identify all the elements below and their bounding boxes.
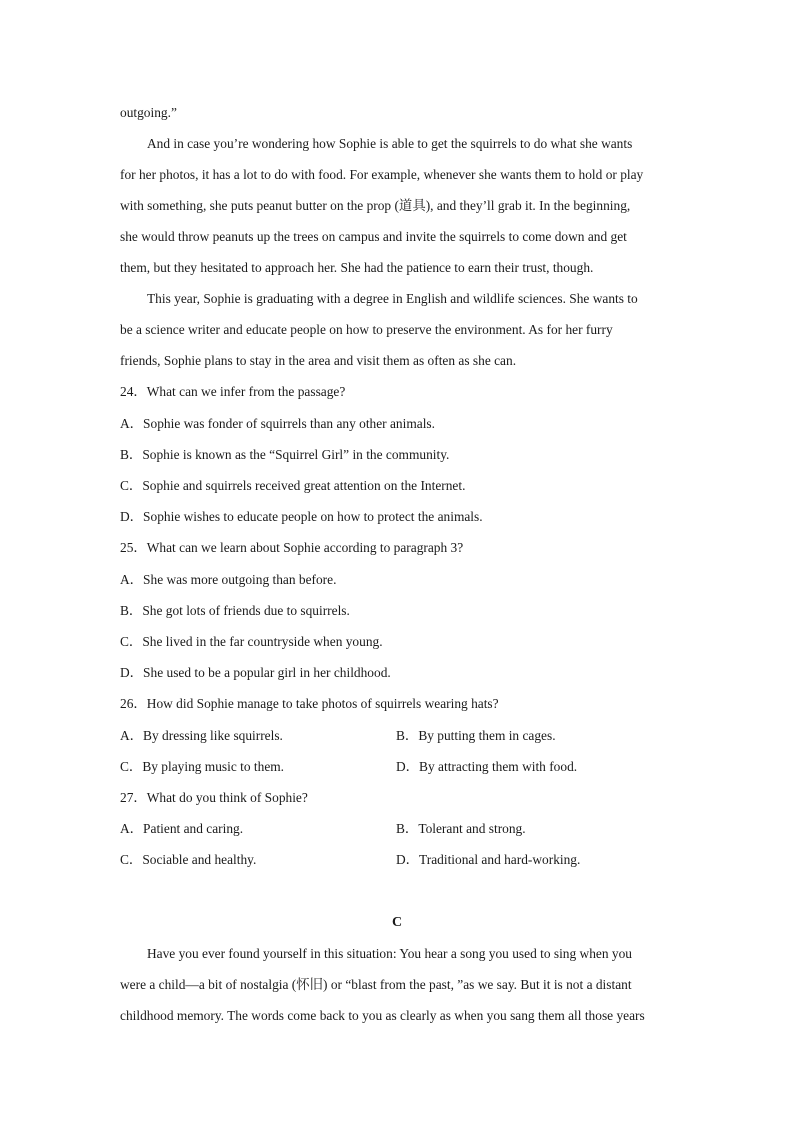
passage-line: childhood memory. The words come back to you as clearly as when you sang them all those years [120,1008,645,1023]
option-a: A．She was more outgoing than before. [120,572,337,587]
question-stem: 26．How did Sophie manage to take photos of squirrels wearing hats? [120,696,499,711]
option-d: D．She used to be a popular girl in her childhood. [120,665,391,680]
option-b: B．Tolerant and strong. [396,821,526,836]
passage-line: them, but they hesitated to approach her. She had the patience to earn their trust, though. [120,260,594,275]
option-d: D．Sophie wishes to educate people on how to protect the animals. [120,509,483,524]
option-a: A．Sophie was fonder of squirrels than any other animals. [120,416,435,431]
option-b: B．By putting them in cages. [396,728,556,743]
option-a: A．By dressing like squirrels. [120,728,283,743]
passage-line: for her photos, it has a lot to do with food. For example, whenever she wants them to hold or play [120,167,644,182]
passage-line: Have you ever found yourself in this situation: You hear a song you used to sing when you [147,946,632,961]
passage-line: be a science writer and educate people on how to preserve the environment. As for her furry [120,322,613,337]
passage-line: And in case you’re wondering how Sophie is able to get the squirrels to do what she wants [147,136,633,151]
option-c: C．By playing music to them. [120,759,285,774]
option-c: C．She lived in the far countryside when young. [120,634,383,649]
option-b: B．Sophie is known as the “Squirrel Girl” in the community. [120,447,450,462]
passage-line: This year, Sophie is graduating with a degree in English and wildlife sciences. She wants to [147,291,638,306]
question-stem: 25．What can we learn about Sophie according to paragraph 3? [120,540,464,555]
passage-line: she would throw peanuts up the trees on campus and invite the squirrels to come down and get [120,229,627,244]
option-c: C．Sophie and squirrels received great attention on the Internet. [120,478,466,493]
passage-line: friends, Sophie plans to stay in the area and visit them as often as she can. [120,353,517,368]
section-heading: C [391,915,403,930]
option-b: B．She got lots of friends due to squirrels. [120,603,350,618]
question-stem: 27．What do you think of Sophie? [120,790,308,805]
option-d: D．By attracting them with food. [396,759,578,774]
question-stem: 24．What can we infer from the passage? [120,384,346,399]
passage-line: were a child—a bit of nostalgia (怀旧) or “blast from the past, ”as we say. But it is not a distant [120,977,632,992]
option-d: D．Traditional and hard-working. [396,852,581,867]
option-a: A．Patient and caring. [120,821,244,836]
passage-line: with something, she puts peanut butter on the prop (道具), and they’ll grab it. In the beginning, [120,198,631,213]
option-c: C．Sociable and healthy. [120,852,257,867]
passage-line: outgoing.” [120,105,177,120]
